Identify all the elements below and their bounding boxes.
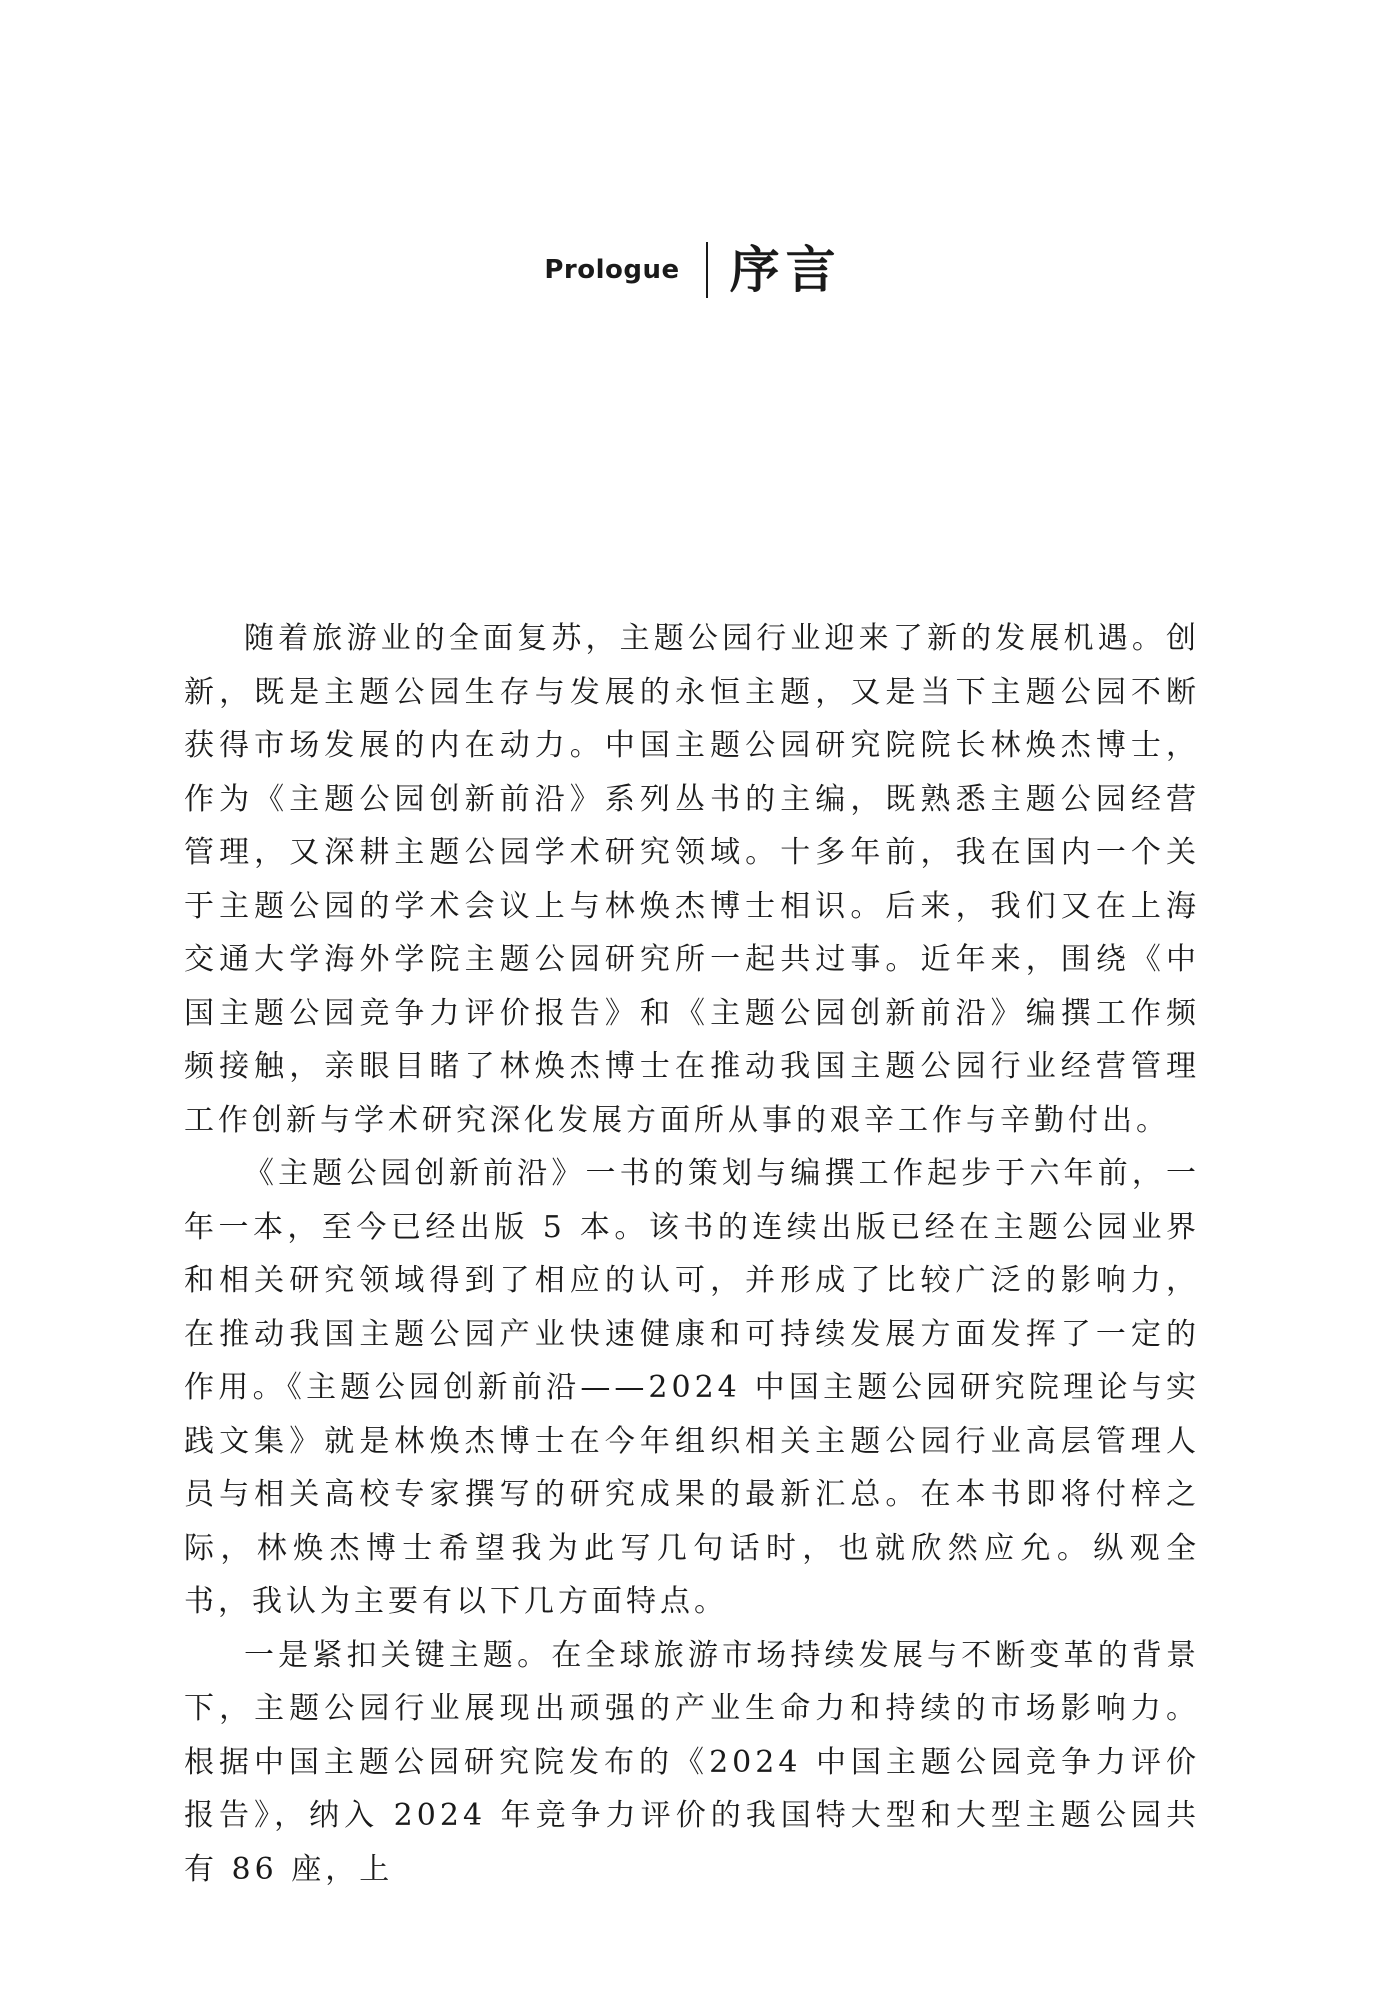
paragraph-3: 一是紧扣关键主题。在全球旅游市场持续发展与不断变革的背景下，主题公园行业展现出顽强的产业生命力和持续的市场影响力。根据中国主题公园研究院发布的《2024 中国主题公园竞争力评价报告》，纳入 2024 年竞争力评价的我国特大型和大型主题公园共有 86 座，上 (184, 1637, 1200, 1887)
chapter-title-cn: 序言 (729, 241, 842, 299)
chapter-header (0, 240, 1386, 300)
chapter-title-en: Prologue (544, 255, 680, 285)
body-text (184, 612, 1200, 1896)
paragraph-2: 《主题公园创新前沿》一书的策划与编撰工作起步于六年前，一年一本，至今已经出版 5 本。该书的连续出版已经在主题公园业界和相关研究领域得到了相应的认可，并形成了比较广泛的影响力，在推动我国主题公园产业快速健康和可持续发展方面发挥了一定的作用。《主题公园创新前沿——2024 中国主题公园研究院理论与实践文集》就是林焕杰博士在今年组织相关主题公园行业高层管理人员与相关高校专家撰写的研究成果的最新汇总。在本书即将付梓之际，林焕杰博士希望我为此写几句话时，也就欣然应允。纵观全书，我认为主要有以下几方面特点。 (184, 1156, 1200, 1619)
paragraph-1: 随着旅游业的全面复苏，主题公园行业迎来了新的发展机遇。创新，既是主题公园生存与发展的永恒主题，又是当下主题公园不断获得市场发展的内在动力。中国主题公园研究院院长林焕杰博士，作为《主题公园创新前沿》系列丛书的主编，既熟悉主题公园经营管理，又深耕主题公园学术研究领域。十多年前，我在国内一个关于主题公园的学术会议上与林焕杰博士相识。后来，我们又在上海交通大学海外学院主题公园研究所一起共过事。近年来，围绕《中国主题公园竞争力评价报告》和《主题公园创新前沿》编撰工作频频接触，亲眼目睹了林焕杰博士在推动我国主题公园行业经营管理工作创新与学术研究深化发展方面所从事的艰辛工作与辛勤付出。 (184, 621, 1200, 1138)
